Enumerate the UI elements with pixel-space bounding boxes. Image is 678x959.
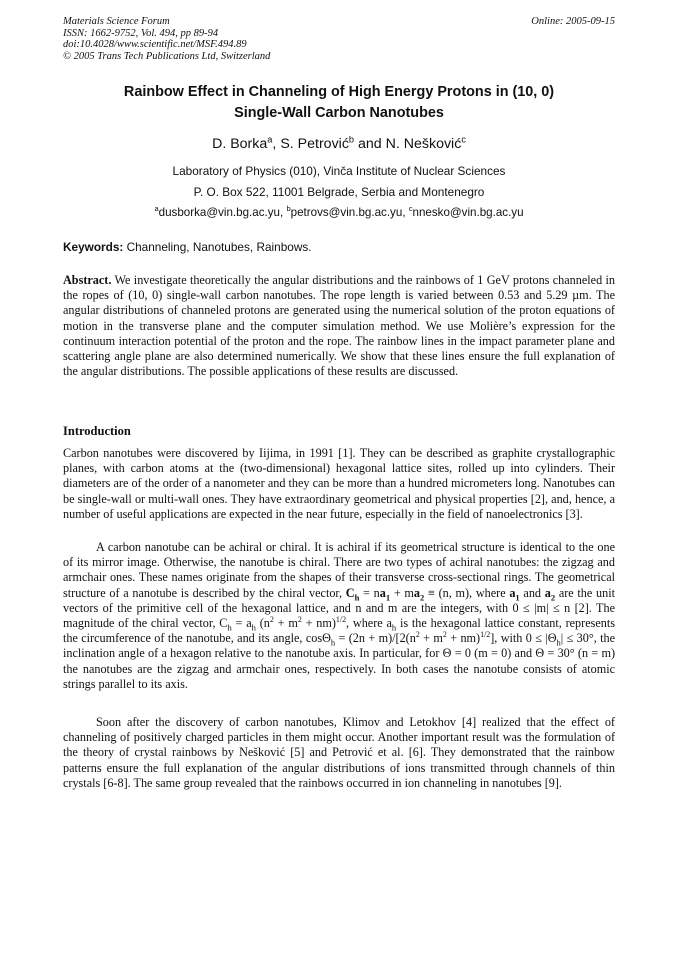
- text-run: ], with 0 ≤ |Θ: [490, 631, 557, 646]
- author-2: S. Petrović: [280, 136, 349, 152]
- author-list: [40, 136, 638, 152]
- author-1-affil-mark: a: [267, 134, 273, 145]
- text-run: + m: [390, 585, 414, 600]
- text-run: + nm): [446, 631, 481, 646]
- author-3-affil-mark: c: [461, 134, 466, 145]
- subscript: 2: [550, 592, 556, 603]
- keywords-label: Keywords:: [63, 240, 124, 254]
- subscript: h: [556, 637, 561, 648]
- chiral-vector-symbol: C: [345, 585, 355, 600]
- affiliation-line-2: P. O. Box 522, 11001 Belgrade, Serbia and Montenegro: [193, 185, 485, 199]
- doi: doi:10.4028/www.scientific.net/MSF.494.89: [63, 39, 247, 50]
- superscript: 1/2: [335, 614, 347, 624]
- keywords: [63, 240, 312, 254]
- copyright: © 2005 Trans Tech Publications Ltd, Switzerland: [63, 50, 271, 62]
- vector-a-symbol: a: [379, 585, 386, 600]
- author-2-affil-mark: b: [348, 134, 355, 145]
- title-line-1: Rainbow Effect in Channeling of High Energy Protons in (10, 0): [123, 84, 555, 100]
- abstract-text: We investigate theoretically the angular distributions and the rainbows of 1 GeV protons channeled in the ropes of (10, 0) single-wall carbon nanotubes. The rope length is varied between 0.53 and 5.29 µm. The angular distributions of channeled protons are generated using the numerical solution of the proton equations of motion in the transverse plane and the computer simulation method. We use Molière’s expression for the continuum interaction potential of the proton and the rope. The rainbow lines in the impact parameter plane and scattering angle plane are also determined numerically. We show that these lines ensure the full explanation of the angular distributions. The possible applications of these results are discussed.: [63, 273, 615, 379]
- email-1: dusborka@vin.bg.ac.yu: [158, 206, 280, 219]
- text-run: = n: [359, 585, 380, 600]
- email-2-mark: b: [286, 204, 291, 214]
- section-heading-introduction: Introduction: [63, 424, 131, 438]
- subscript: 2: [420, 592, 425, 603]
- journal-name: Materials Science Forum: [63, 16, 170, 27]
- abstract: [63, 273, 615, 379]
- email-3-mark: c: [408, 204, 413, 214]
- abstract-label: Abstract.: [63, 273, 112, 287]
- text-run: + nm): [301, 616, 336, 631]
- author-1: D. Borka: [212, 136, 268, 152]
- author-3: N. Nešković: [385, 136, 462, 152]
- author-emails: $^a$dusborka@vin.bg.ac.yu, $^b$petrovs@vin.bg.ac.yu, $^c$nnesko@vin.bg.ac.yu: [154, 204, 524, 219]
- text-run: , where a: [346, 616, 392, 631]
- author-separator: ,: [272, 136, 281, 152]
- keywords-text: Channeling, Nanotubes, Rainbows.: [123, 240, 312, 254]
- subscript: h: [391, 622, 397, 633]
- superscript: 2: [442, 630, 447, 640]
- affiliation-line-1: Laboratory of Physics (010), Vinča Institute of Nuclear Sciences: [172, 164, 506, 178]
- vector-a-symbol: a: [544, 585, 551, 600]
- text-run: (n: [255, 616, 270, 631]
- email-2: petrovs@vin.bg.ac.yu: [290, 206, 403, 219]
- text-run: = (2n + m)/[2(n: [335, 631, 416, 646]
- text-run: + m: [273, 616, 298, 631]
- email-1-mark: a: [154, 204, 159, 214]
- subscript: h: [227, 622, 232, 633]
- text-run: + m: [419, 631, 443, 646]
- superscript: 2: [269, 614, 274, 624]
- email-3: nnesko@vin.bg.ac.yu: [412, 206, 524, 219]
- text-run: ≡ (n, m), where: [424, 585, 510, 600]
- text-run: and: [519, 585, 545, 600]
- issn: ISSN: 1662-9752, Vol. 494, pp 89-94: [63, 27, 219, 39]
- text-run: = a: [231, 616, 252, 631]
- intro-paragraph-3: Soon after the discovery of carbon nanotubes, Klimov and Letokhov [4] realized that the effect of channeling of positively charged particles in them might occur. Another important result was the formulation of the theory of crystal rainbows by Nešković [5] and Petrović et al. [6]. They demonstrated that the rainbow patterns ensure the full explanation of the angular distributions of ions transmitted through channels of thin crystals [6-8]. The same group revealed that the rainbows occurred in ion channeling in nanotubes [9].: [63, 715, 615, 790]
- vector-a-symbol: a: [413, 585, 421, 600]
- text-run: | ≤ 30°, the inclination angle of a hexagon relative to the nanotube axis. In particular, for Θ = 0 (m = 0) and Θ = 30° (n = m) the nanotubes are the zigzag and armchair ones, respectively. In both cases the nanotube consists of atomic strings parallel to its axis.: [63, 631, 615, 691]
- text-run: is the hexagonal lattice constant, represents the circumference of the nanotube, and its angle, cosΘ: [63, 616, 615, 646]
- subscript: 1: [515, 592, 520, 603]
- superscript: 2: [297, 614, 302, 624]
- text-run: are the unit vectors of the primitive cell of the hexagonal lattice, and n and m are the integers, with 0 ≤ |m| ≤ n [2]. The magnitude of the chiral vector, C: [63, 585, 615, 631]
- subscript: h: [330, 637, 336, 648]
- vector-a-symbol: a: [509, 585, 516, 600]
- subscript: h: [354, 592, 360, 603]
- paper-title: [40, 82, 638, 124]
- intro-paragraph-2: [63, 540, 615, 692]
- online-date: Online: 2005-09-15: [531, 16, 615, 27]
- intro-paragraph-1: Carbon nanotubes were discovered by Iijima, in 1991 [1]. They can be described as graphite crystallographic planes, with carbon atoms at the (two-dimensional) hexagonal lattice sites, rolled up into cylinders. Their diameters are of the order of a nanometer and they can be more than a hundred micrometers long. Nanotubes can be single-wall or multi-wall ones. They have extraordinary geometrical and physical properties [2], and, hence, a number of useful applications are expected in the near future, especially in the field of nanoelectronics [3].: [63, 446, 615, 521]
- title-line-2: Single-Wall Carbon Nanotubes: [234, 105, 444, 121]
- journal-header: [63, 16, 615, 62]
- author-separator: and: [354, 136, 386, 152]
- subscript: 1: [385, 592, 391, 603]
- subscript: h: [251, 622, 256, 633]
- superscript: 2: [415, 630, 420, 640]
- text-run: A carbon nanotube can be achiral or chiral. It is achiral if its geometrical structure is identical to the one of its mirror image. Otherwise, the nanotube is chiral. There are two types of achiral nanotubes: the zigzag and armchair ones. These names originate from the shapes of their transverse cross-sectional rings. The geometrical structure of a nanotube is described by the chiral vector,: [63, 540, 615, 600]
- superscript: 1/2: [480, 630, 491, 640]
